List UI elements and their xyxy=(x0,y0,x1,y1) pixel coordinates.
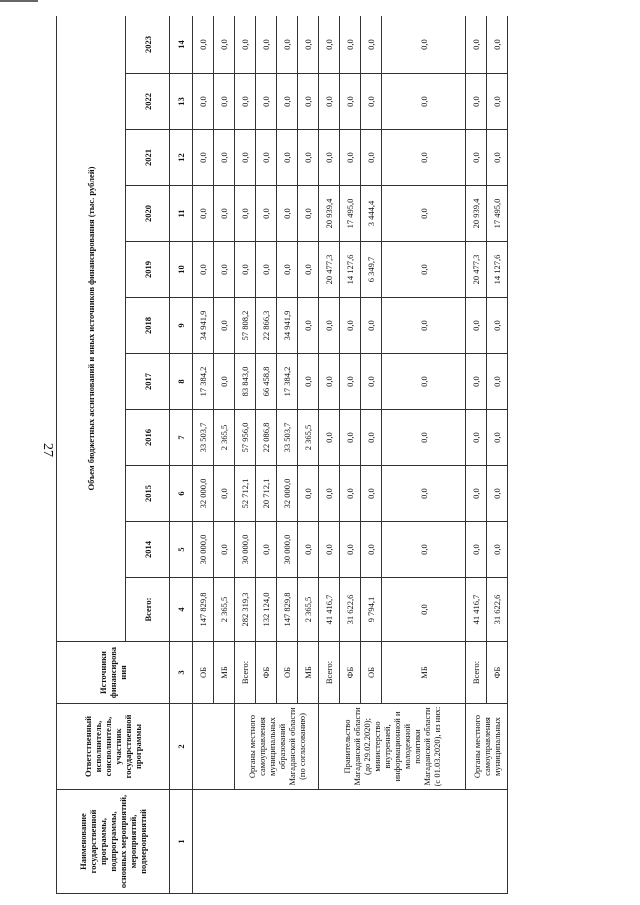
top-edge-line xyxy=(0,0,38,2)
table-row xyxy=(466,16,487,894)
year-value-cell: 0,0 xyxy=(256,242,277,298)
source-cell: ОБ xyxy=(193,642,214,704)
year-value-cell: 34 941,9 xyxy=(277,298,298,354)
year-value-cell: 0,0 xyxy=(319,74,340,130)
year-value-cell: 30 000,0 xyxy=(193,522,214,578)
year-value-cell: 0,0 xyxy=(235,130,256,186)
year-value-cell: 0,0 xyxy=(382,298,466,354)
year-value-cell: 0,0 xyxy=(277,242,298,298)
year-value-cell: 0,0 xyxy=(340,130,361,186)
year-value-cell: 0,0 xyxy=(319,298,340,354)
year-value-cell: 0,0 xyxy=(277,16,298,74)
page-number: 27 xyxy=(40,443,55,457)
executor-cell: Органы местного самоуправления муниципальных образований Магаданской области (по согласованию) xyxy=(235,704,319,790)
header-year: 2020 xyxy=(126,186,170,242)
year-value-cell: 0,0 xyxy=(466,522,487,578)
year-value-cell: 0,0 xyxy=(340,16,361,74)
year-value-cell: 0,0 xyxy=(382,186,466,242)
year-value-cell: 0,0 xyxy=(466,466,487,522)
year-value-cell: 0,0 xyxy=(361,130,382,186)
year-value-cell: 0,0 xyxy=(256,522,277,578)
source-cell: МБ xyxy=(298,642,319,704)
year-value-cell: 0,0 xyxy=(319,410,340,466)
year-value-cell: 17 384,2 xyxy=(193,354,214,410)
year-value-cell: 0,0 xyxy=(193,16,214,74)
source-cell: Всего: xyxy=(319,642,340,704)
year-value-cell: 0,0 xyxy=(193,74,214,130)
year-value-cell: 0,0 xyxy=(466,130,487,186)
total-cell: 147 829,8 xyxy=(193,578,214,642)
year-value-cell: 6 349,7 xyxy=(361,242,382,298)
year-value-cell: 0,0 xyxy=(466,354,487,410)
year-value-cell: 0,0 xyxy=(214,16,235,74)
year-value-cell: 0,0 xyxy=(298,242,319,298)
year-value-cell: 57 956,0 xyxy=(235,410,256,466)
year-value-cell: 0,0 xyxy=(340,522,361,578)
total-cell: 2 365,5 xyxy=(298,578,319,642)
year-value-cell: 33 503,7 xyxy=(193,410,214,466)
column-number: 8 xyxy=(170,354,193,410)
year-value-cell: 22 086,8 xyxy=(256,410,277,466)
year-value-cell: 0,0 xyxy=(214,354,235,410)
source-cell: Всего: xyxy=(466,642,487,704)
year-value-cell: 0,0 xyxy=(340,410,361,466)
year-value-cell: 34 941,9 xyxy=(193,298,214,354)
year-value-cell: 0,0 xyxy=(361,298,382,354)
year-value-cell: 0,0 xyxy=(466,410,487,466)
year-value-cell: 0,0 xyxy=(298,354,319,410)
header-year: 2021 xyxy=(126,130,170,186)
year-value-cell: 0,0 xyxy=(298,130,319,186)
total-cell: 9 794,1 xyxy=(361,578,382,642)
year-value-cell: 14 127,6 xyxy=(340,242,361,298)
year-value-cell: 3 444,4 xyxy=(361,186,382,242)
year-value-cell: 0,0 xyxy=(319,466,340,522)
year-value-cell: 2 365,5 xyxy=(214,410,235,466)
year-value-cell: 0,0 xyxy=(235,242,256,298)
header-executor: Ответственный исполнитель, соисполнитель, участник государственной программы xyxy=(57,704,170,790)
year-value-cell: 0,0 xyxy=(361,74,382,130)
total-cell: 31 622,6 xyxy=(487,578,508,642)
year-value-cell: 0,0 xyxy=(256,74,277,130)
year-value-cell: 32 000,0 xyxy=(277,466,298,522)
year-value-cell: 0,0 xyxy=(361,354,382,410)
year-value-cell: 0,0 xyxy=(340,74,361,130)
header-year: 2018 xyxy=(126,298,170,354)
year-value-cell: 0,0 xyxy=(466,16,487,74)
column-number: 6 xyxy=(170,466,193,522)
year-value-cell: 0,0 xyxy=(256,130,277,186)
total-cell: 31 622,6 xyxy=(340,578,361,642)
year-value-cell: 0,0 xyxy=(487,410,508,466)
year-value-cell: 20 939,4 xyxy=(466,186,487,242)
header-funding-volume: Объем бюджетных ассигнований и иных источников финансирования (тыс. рублей) xyxy=(57,16,126,642)
year-value-cell: 0,0 xyxy=(298,522,319,578)
year-value-cell: 0,0 xyxy=(487,522,508,578)
year-value-cell: 0,0 xyxy=(382,522,466,578)
year-value-cell: 0,0 xyxy=(214,130,235,186)
year-value-cell: 0,0 xyxy=(382,242,466,298)
header-year: 2016 xyxy=(126,410,170,466)
year-value-cell: 0,0 xyxy=(298,466,319,522)
source-cell: ФБ xyxy=(487,642,508,704)
year-value-cell: 0,0 xyxy=(214,522,235,578)
year-value-cell: 0,0 xyxy=(214,186,235,242)
header-funding-sources: Источники финансирова ния xyxy=(57,642,170,704)
column-number: 12 xyxy=(170,130,193,186)
year-value-cell: 0,0 xyxy=(466,74,487,130)
column-number: 7 xyxy=(170,410,193,466)
year-value-cell: 0,0 xyxy=(361,466,382,522)
column-number: 2 xyxy=(170,704,193,790)
year-value-cell: 0,0 xyxy=(382,410,466,466)
year-value-cell: 0,0 xyxy=(319,522,340,578)
source-cell: ОБ xyxy=(277,642,298,704)
table-row xyxy=(319,16,340,894)
total-cell: 282 319,3 xyxy=(235,578,256,642)
year-value-cell: 32 000,0 xyxy=(193,466,214,522)
year-value-cell: 17 384,2 xyxy=(277,354,298,410)
year-value-cell: 0,0 xyxy=(235,16,256,74)
year-value-cell: 0,0 xyxy=(487,354,508,410)
header-year: 2017 xyxy=(126,354,170,410)
column-number: 10 xyxy=(170,242,193,298)
year-value-cell: 0,0 xyxy=(319,130,340,186)
year-value-cell: 30 000,0 xyxy=(235,522,256,578)
year-value-cell: 0,0 xyxy=(277,130,298,186)
header-year: 2014 xyxy=(126,522,170,578)
header-year: 2015 xyxy=(126,466,170,522)
total-cell: 132 124,0 xyxy=(256,578,277,642)
year-value-cell: 17 495,0 xyxy=(340,186,361,242)
rotated-table-viewport xyxy=(56,16,624,894)
source-cell: Всего: xyxy=(235,642,256,704)
year-value-cell: 0,0 xyxy=(277,186,298,242)
funding-table-container xyxy=(56,16,624,894)
year-value-cell: 0,0 xyxy=(487,130,508,186)
year-value-cell: 0,0 xyxy=(361,16,382,74)
year-value-cell: 0,0 xyxy=(277,74,298,130)
executor-cell: Органы местного самоуправления муниципальных xyxy=(466,704,508,790)
year-value-cell: 0,0 xyxy=(256,186,277,242)
year-value-cell: 0,0 xyxy=(382,130,466,186)
year-value-cell: 0,0 xyxy=(214,74,235,130)
year-value-cell: 0,0 xyxy=(235,74,256,130)
year-value-cell: 0,0 xyxy=(487,74,508,130)
year-value-cell: 57 808,2 xyxy=(235,298,256,354)
year-value-cell: 0,0 xyxy=(340,298,361,354)
year-value-cell: 0,0 xyxy=(193,242,214,298)
year-value-cell: 0,0 xyxy=(193,186,214,242)
total-cell: 41 416,7 xyxy=(466,578,487,642)
year-value-cell: 0,0 xyxy=(298,16,319,74)
source-cell: МБ xyxy=(382,642,466,704)
year-value-cell: 0,0 xyxy=(487,466,508,522)
year-value-cell: 0,0 xyxy=(256,16,277,74)
year-value-cell: 0,0 xyxy=(382,466,466,522)
total-cell: 2 365,5 xyxy=(214,578,235,642)
header-program-name: Наименование государственной программы, подпрограммы, основных мероприятий, мероприятий, подмероприятий xyxy=(57,790,170,894)
executor-cell xyxy=(193,704,235,790)
table-row xyxy=(235,16,256,894)
header-year: 2019 xyxy=(126,242,170,298)
column-number: 11 xyxy=(170,186,193,242)
year-value-cell: 0,0 xyxy=(214,242,235,298)
year-value-cell: 0,0 xyxy=(361,522,382,578)
year-value-cell: 14 127,6 xyxy=(487,242,508,298)
year-value-cell: 83 843,0 xyxy=(235,354,256,410)
total-cell: 147 829,8 xyxy=(277,578,298,642)
year-value-cell: 20 939,4 xyxy=(319,186,340,242)
year-value-cell: 20 477,3 xyxy=(466,242,487,298)
total-cell: 41 416,7 xyxy=(319,578,340,642)
header-year: 2023 xyxy=(126,16,170,74)
year-value-cell: 0,0 xyxy=(298,298,319,354)
year-value-cell: 0,0 xyxy=(235,186,256,242)
year-value-cell: 0,0 xyxy=(319,16,340,74)
executor-cell: Правительство Магаданской области (до 29.02.2020); министерство внутренней, информационной и молодежной политики Магаданской области (с 01.03.2020), из них: xyxy=(319,704,466,790)
year-value-cell: 0,0 xyxy=(214,298,235,354)
column-number: 5 xyxy=(170,522,193,578)
year-value-cell: 33 503,7 xyxy=(277,410,298,466)
funding-table xyxy=(56,16,508,894)
program-name-cell xyxy=(193,790,508,894)
year-value-cell: 0,0 xyxy=(298,186,319,242)
year-value-cell: 0,0 xyxy=(382,16,466,74)
year-value-cell: 52 712,1 xyxy=(235,466,256,522)
column-number: 13 xyxy=(170,74,193,130)
year-value-cell: 0,0 xyxy=(340,354,361,410)
year-value-cell: 66 458,8 xyxy=(256,354,277,410)
header-total: Всего: xyxy=(126,578,170,642)
year-value-cell: 20 477,3 xyxy=(319,242,340,298)
column-number: 14 xyxy=(170,16,193,74)
total-cell: 0,0 xyxy=(382,578,466,642)
year-value-cell: 0,0 xyxy=(193,130,214,186)
source-cell: ФБ xyxy=(340,642,361,704)
year-value-cell: 17 495,0 xyxy=(487,186,508,242)
year-value-cell: 0,0 xyxy=(382,74,466,130)
year-value-cell: 2 365,5 xyxy=(298,410,319,466)
source-cell: ФБ xyxy=(256,642,277,704)
year-value-cell: 30 000,0 xyxy=(277,522,298,578)
source-cell: ОБ xyxy=(361,642,382,704)
column-number: 4 xyxy=(170,578,193,642)
year-value-cell: 0,0 xyxy=(340,466,361,522)
year-value-cell: 20 712,1 xyxy=(256,466,277,522)
table-row xyxy=(193,16,214,894)
year-value-cell: 0,0 xyxy=(319,354,340,410)
year-value-cell: 0,0 xyxy=(361,410,382,466)
year-value-cell: 0,0 xyxy=(382,354,466,410)
column-number: 1 xyxy=(170,790,193,894)
year-value-cell: 0,0 xyxy=(487,16,508,74)
year-value-cell: 0,0 xyxy=(214,466,235,522)
year-value-cell: 0,0 xyxy=(466,298,487,354)
year-value-cell: 0,0 xyxy=(487,298,508,354)
column-number: 9 xyxy=(170,298,193,354)
year-value-cell: 22 866,3 xyxy=(256,298,277,354)
header-year: 2022 xyxy=(126,74,170,130)
column-number: 3 xyxy=(170,642,193,704)
source-cell: МБ xyxy=(214,642,235,704)
year-value-cell: 0,0 xyxy=(298,74,319,130)
